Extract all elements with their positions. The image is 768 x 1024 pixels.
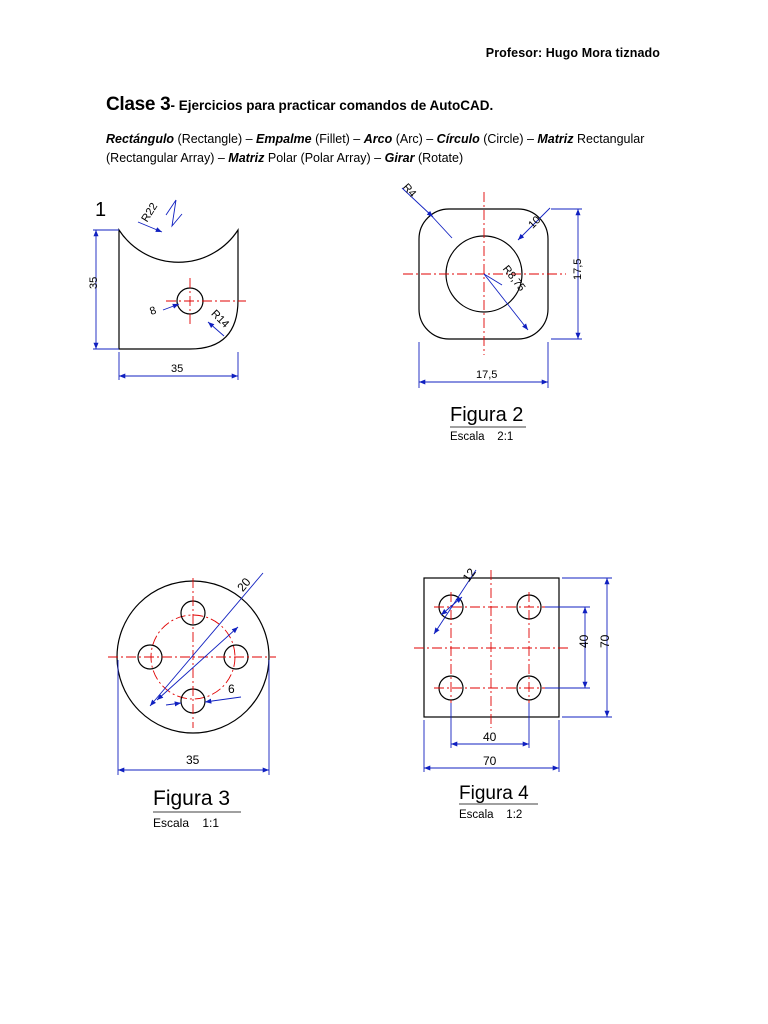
title-main: Clase 3 [106, 94, 171, 115]
figure-4-d70-horizontal: 70 [483, 754, 497, 768]
figure-4-d70-vertical: 70 [598, 634, 612, 648]
command-name: Girar [384, 151, 415, 165]
figure-2-r4: R4 [399, 181, 419, 200]
command-name: Rectángulo [106, 132, 175, 146]
figure-3-dim-width: 35 [186, 753, 200, 767]
command-text: (Rectangle) – [174, 132, 257, 146]
figure-3-scale: Escala 1:1 [153, 816, 220, 830]
figure-4-caption: Figura 4 [459, 783, 529, 804]
figure-4 [414, 565, 612, 821]
figure-2-dim-height: 17,5 [572, 258, 584, 280]
figure-2-scale: Escala 2:1 [450, 431, 514, 443]
command-text: (Rotate) [414, 151, 464, 165]
command-text: Polar (Polar Array) – [264, 151, 385, 165]
figure-3-d6: 6 [228, 682, 235, 696]
figure-4-outline [424, 578, 559, 717]
figure-1-r22: R22 [139, 200, 161, 225]
figure-3 [108, 573, 276, 830]
command-name: Matriz [537, 132, 574, 146]
command-name: Arco [363, 132, 393, 146]
figure-1-hole-dim: 8 [148, 304, 159, 319]
figure-4-d40-vertical: 40 [577, 634, 591, 648]
figure-1 [88, 199, 246, 380]
figure-1-outline [119, 230, 238, 349]
figure-1-dim-height: 35 [88, 276, 100, 289]
figure-2 [400, 182, 584, 443]
title-rest: - Ejercicios para practicar comandos de AutoCAD. [170, 98, 494, 113]
figure-2-dim-width: 17,5 [476, 369, 498, 381]
figure-4-scale: Escala 1:2 [459, 809, 523, 821]
figure-3-d20: 20 [234, 575, 254, 595]
command-name: Círculo [436, 132, 480, 146]
command-text: (Fillet) – [311, 132, 364, 146]
figure-2-caption: Figura 2 [450, 404, 524, 426]
command-text: (Arc) – [392, 132, 437, 146]
command-name: Matriz [228, 151, 265, 165]
figure-1-r14: R14 [208, 307, 232, 331]
figure-1-dim-width: 35 [171, 363, 184, 375]
figure-1-number: 1 [95, 199, 107, 221]
figure-2-d10: 10 [526, 214, 544, 232]
command-text: (Circle) – [479, 132, 538, 146]
figure-3-caption: Figura 3 [153, 787, 231, 810]
professor-header: Profesor: Hugo Mora tiznado [485, 46, 660, 60]
figure-4-d40-horizontal: 40 [483, 730, 497, 744]
command-text: Rectangular (Rectangular Array) – [106, 132, 645, 165]
command-name: Empalme [256, 132, 312, 146]
figure-2-r875: R8,75 [499, 263, 528, 294]
figure-4-d12: 12 [459, 565, 479, 585]
